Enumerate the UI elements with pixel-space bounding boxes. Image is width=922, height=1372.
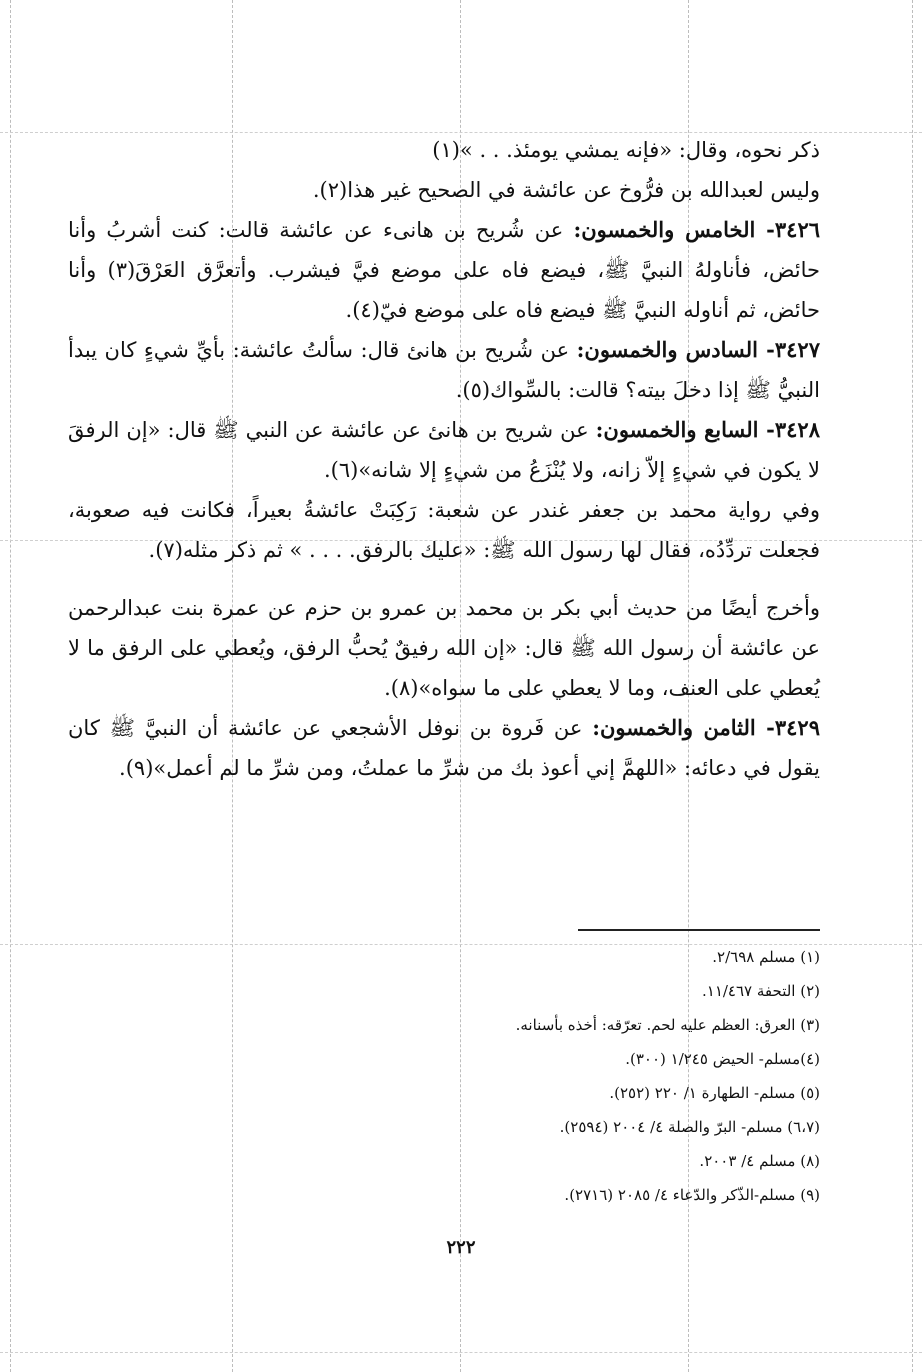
paragraph-text: عن شُريح بن هانىء عن عائشة قالت: كنت أشربُ وأنا حائض، فأناولهُ النبيَّ ﷺ، فيضع فاه على موضع فيَّ فيشرب. وأتعرَّق العَرْقَ(٣) وأنا حائض، ثم أناوله النبيَّ ﷺ فيضع فاه على موضع فيّ(٤). bbox=[68, 218, 820, 322]
paragraph bbox=[68, 490, 820, 570]
paragraph-text: وفي رواية محمد بن جعفر غندر عن شعبة: رَكِبَتْ عائشةُ بعيراً، فكانت فيه صعوبة، فجعلت تردِّدُه، فقال لها رسول الله ﷺ: «عليك بالرفق. . . . » ثم ذكر مثله(٧). bbox=[68, 498, 820, 562]
hadith-entry bbox=[68, 330, 820, 410]
hadith-heading: ٣٤٢٧- السادس والخمسون: bbox=[576, 337, 820, 362]
footnote: (٦،٧) مسلم- البرّ والصلة ٤/ ٢٠٠٤ (٢٥٩٤). bbox=[559, 1118, 820, 1136]
paragraph-text: وأخرج أيضًا من حديث أبي بكر بن محمد بن عمرو بن حزم عن عمرة بنت عبدالرحمن عن عائشة أن رسول الله ﷺ قال: «إن الله رفيقٌ يُحبُّ الرفق، ويُعطي على الرفق ما لا يُعطي على العنف، وما لا يعطي على ما سواه»(٨). bbox=[68, 596, 820, 700]
paragraph-gap bbox=[68, 570, 820, 588]
hadith-entry bbox=[68, 210, 820, 330]
paragraph-text: عن شُريح بن هانئ قال: سألتُ عائشة: بأيِّ شيءٍ كان يبدأ النبيُّ ﷺ إذا دخلَ بيته؟ قالت: بالسِّواك(٥). bbox=[68, 338, 820, 402]
footnote: (٩) مسلم-الذّكر والدّعاء ٤/ ٢٠٨٥ (٢٧١٦). bbox=[564, 1186, 820, 1204]
main-text bbox=[68, 130, 820, 788]
paragraph-text: وليس لعبدالله بن فرُّوخ عن عائشة في الصحيح غير هذا(٢). bbox=[312, 178, 820, 202]
paragraph-text: عن شريح بن هانئ عن عائشة عن النبي ﷺ قال: «إن الرفقَ لا يكون في شيءٍ إلاّ زانه، ولا يُنْزَعُ من شيءٍ إلا شانه»(٦). bbox=[68, 418, 820, 482]
paragraph bbox=[68, 170, 820, 210]
footnote: (١) مسلم ٢/٦٩٨. bbox=[712, 948, 820, 966]
paragraph bbox=[68, 588, 820, 708]
hadith-heading: ٣٤٢٩- الثامن والخمسون: bbox=[592, 715, 820, 740]
footnote: (٣) العرق: العظم عليه لحم. تعرّقه: أخذه بأسنانه. bbox=[515, 1016, 820, 1034]
scan-guide-line bbox=[912, 0, 913, 1372]
hadith-heading: ٣٤٢٨- السابع والخمسون: bbox=[595, 417, 820, 442]
paragraph-text: ذكر نحوه، وقال: «فإنه يمشي يومئذ. . . »(١) bbox=[432, 138, 820, 162]
footnote: (٢) التحفة ١١/٤٦٧. bbox=[701, 982, 820, 1000]
paragraph-text: عن فَروة بن نوفل الأشجعي عن عائشة أن النبيَّ ﷺ كان يقول في دعائه: «اللهمَّ إني أعوذ بك من شرِّ ما عملتُ، ومن شرِّ ما لم أعمل»(٩). bbox=[68, 716, 820, 780]
footnote: (٤)مسلم- الحيض ١/٢٤٥ (٣٠٠). bbox=[625, 1050, 820, 1068]
footnote: (٥) مسلم- الطهارة ١/ ٢٢٠ (٢٥٢). bbox=[609, 1084, 820, 1102]
page-number: ٢٢٢ bbox=[446, 1237, 476, 1258]
hadith-entry bbox=[68, 410, 820, 490]
scan-guide-line bbox=[10, 0, 11, 1372]
hadith-entry bbox=[68, 708, 820, 788]
footnote-divider bbox=[578, 929, 820, 931]
paragraph bbox=[68, 130, 820, 170]
scan-guide-line bbox=[0, 1352, 922, 1353]
hadith-heading: ٣٤٢٦- الخامس والخمسون: bbox=[573, 217, 821, 242]
footnotes bbox=[250, 940, 820, 1212]
footnote: (٨) مسلم ٤/ ٢٠٠٣. bbox=[699, 1152, 820, 1170]
